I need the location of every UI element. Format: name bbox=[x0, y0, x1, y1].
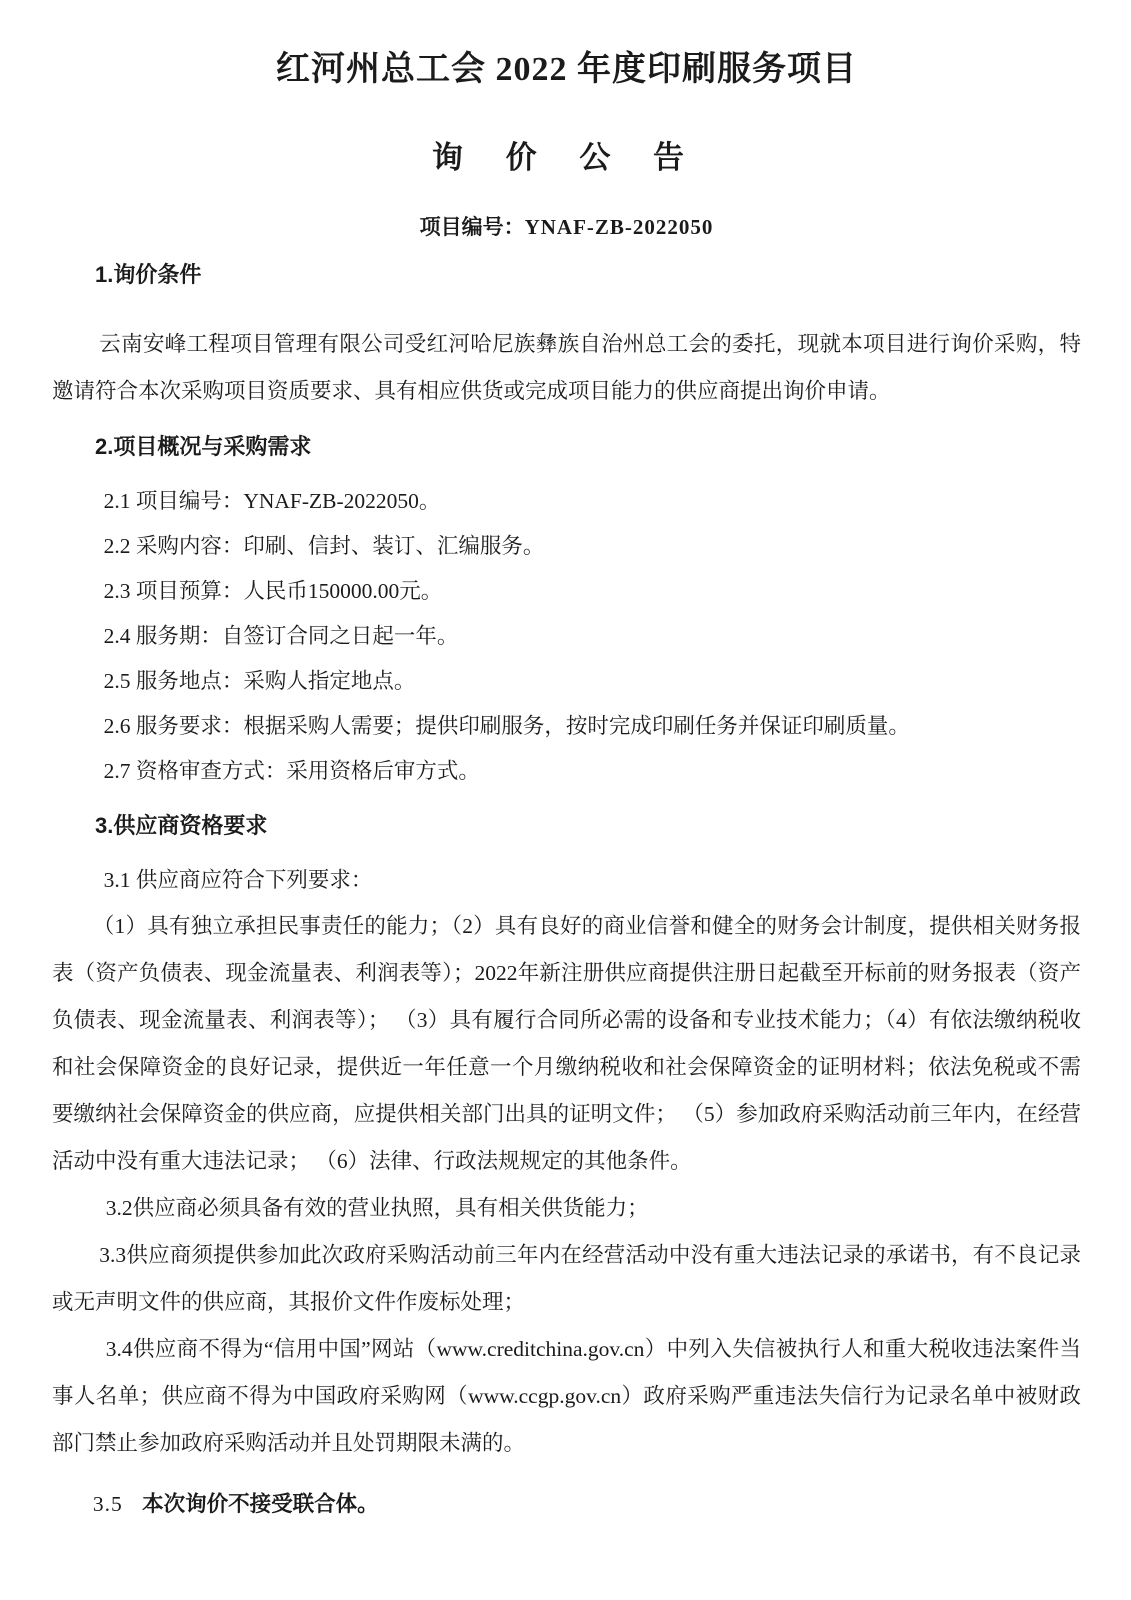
section-3-item-3-2: 3.2供应商必须具备有效的营业执照，具有相关供货能力； bbox=[105, 1196, 649, 1220]
section-2-item-6: 2.6 服务要求：根据采购人需要；提供印刷服务，按时完成印刷任务并保证印刷质量。 bbox=[103, 714, 910, 738]
section-2-item-2: 2.2 采购内容：印刷、信封、装订、汇编服务。 bbox=[103, 534, 545, 558]
doc-subtitle: 询 价 公 告 bbox=[431, 140, 702, 175]
item-3-5-number: 3.5 bbox=[92, 1492, 123, 1516]
spacer bbox=[52, 307, 1081, 321]
doc-title: 红河州总工会 2022 年度印刷服务项目 bbox=[276, 51, 857, 88]
section-2-item-4: 2.4 服务期：自签订合同之日起一年。 bbox=[103, 624, 459, 648]
section-3-item-3-5 bbox=[52, 1481, 1081, 1527]
project-number-label: 项目编号： bbox=[419, 216, 525, 239]
section-3-item-3-3: 3.3供应商须提供参加此次政府采购活动前三年内在经营活动中没有重大违法记录的承诺书，有不良记录或无声明文件的供应商，其报价文件作废标处理； bbox=[52, 1243, 1081, 1314]
project-number-value: YNAF-ZB-2022050 bbox=[524, 215, 714, 239]
project-number-line bbox=[52, 212, 1081, 243]
section-1-paragraph: 云南安峰工程项目管理有限公司受红河哈尼族彝族自治州总工会的委托，现就本项目进行询价采购，特邀请符合本次采购项目资质要求、具有相应供货或完成项目能力的供应商提出询价申请。 bbox=[52, 332, 1081, 403]
section-1-heading: 1.询价条件 bbox=[95, 262, 202, 287]
section-2-heading: 2.项目概况与采购需求 bbox=[95, 434, 312, 459]
section-2-item-3: 2.3 项目预算：人民币150000.00元。 bbox=[103, 579, 443, 603]
section-2-item-1: 2.1 项目编号：YNAF-ZB-2022050。 bbox=[103, 489, 441, 513]
section-2-item-7: 2.7 资格审查方式：采用资格后审方式。 bbox=[103, 759, 480, 783]
item-3-5-text: 本次询价不接受联合体。 bbox=[142, 1492, 379, 1516]
section-3-heading: 3.供应商资格要求 bbox=[95, 813, 268, 838]
section-2-item-5: 2.5 服务地点：采购人指定地点。 bbox=[103, 669, 416, 693]
section-3-item-3-4: 3.4供应商不得为“信用中国”网站（www.creditchina.gov.cn）中列入失信被执行人和重大税收违法案件当事人名单；供应商不得为中国政府采购网（www.ccgp.gov.cn）政府采购严重违法失信行为记录名单中被财政部门禁止参加政府采购活动并且处罚期限未满的。 bbox=[52, 1337, 1081, 1455]
section-3-item-3-1: 3.1 供应商应符合下列要求： bbox=[103, 868, 373, 892]
section-3-requirements: （1）具有独立承担民事责任的能力；（2）具有良好的商业信誉和健全的财务会计制度，提供相关财务报表（资产负债表、现金流量表、利润表等）；2022年新注册供应商提供注册日起截至开标前的财务报表（资产负债表、现金流量表、利润表等）； （3）具有履行合同所必需的设备和专业技术能力；（4）有依法缴纳税收和社会保障资金的良好记录，提供近一年任意一个月缴纳税收和社会保障资金的证明材料；依法免税或不需要缴纳社会保障资金的供应商，应提供相关部门出具的证明文件； （5）参加政府采购活动前三年内，在经营活动中没有重大违法记录； （6）法律、行政法规规定的其他条件。 bbox=[52, 914, 1081, 1173]
